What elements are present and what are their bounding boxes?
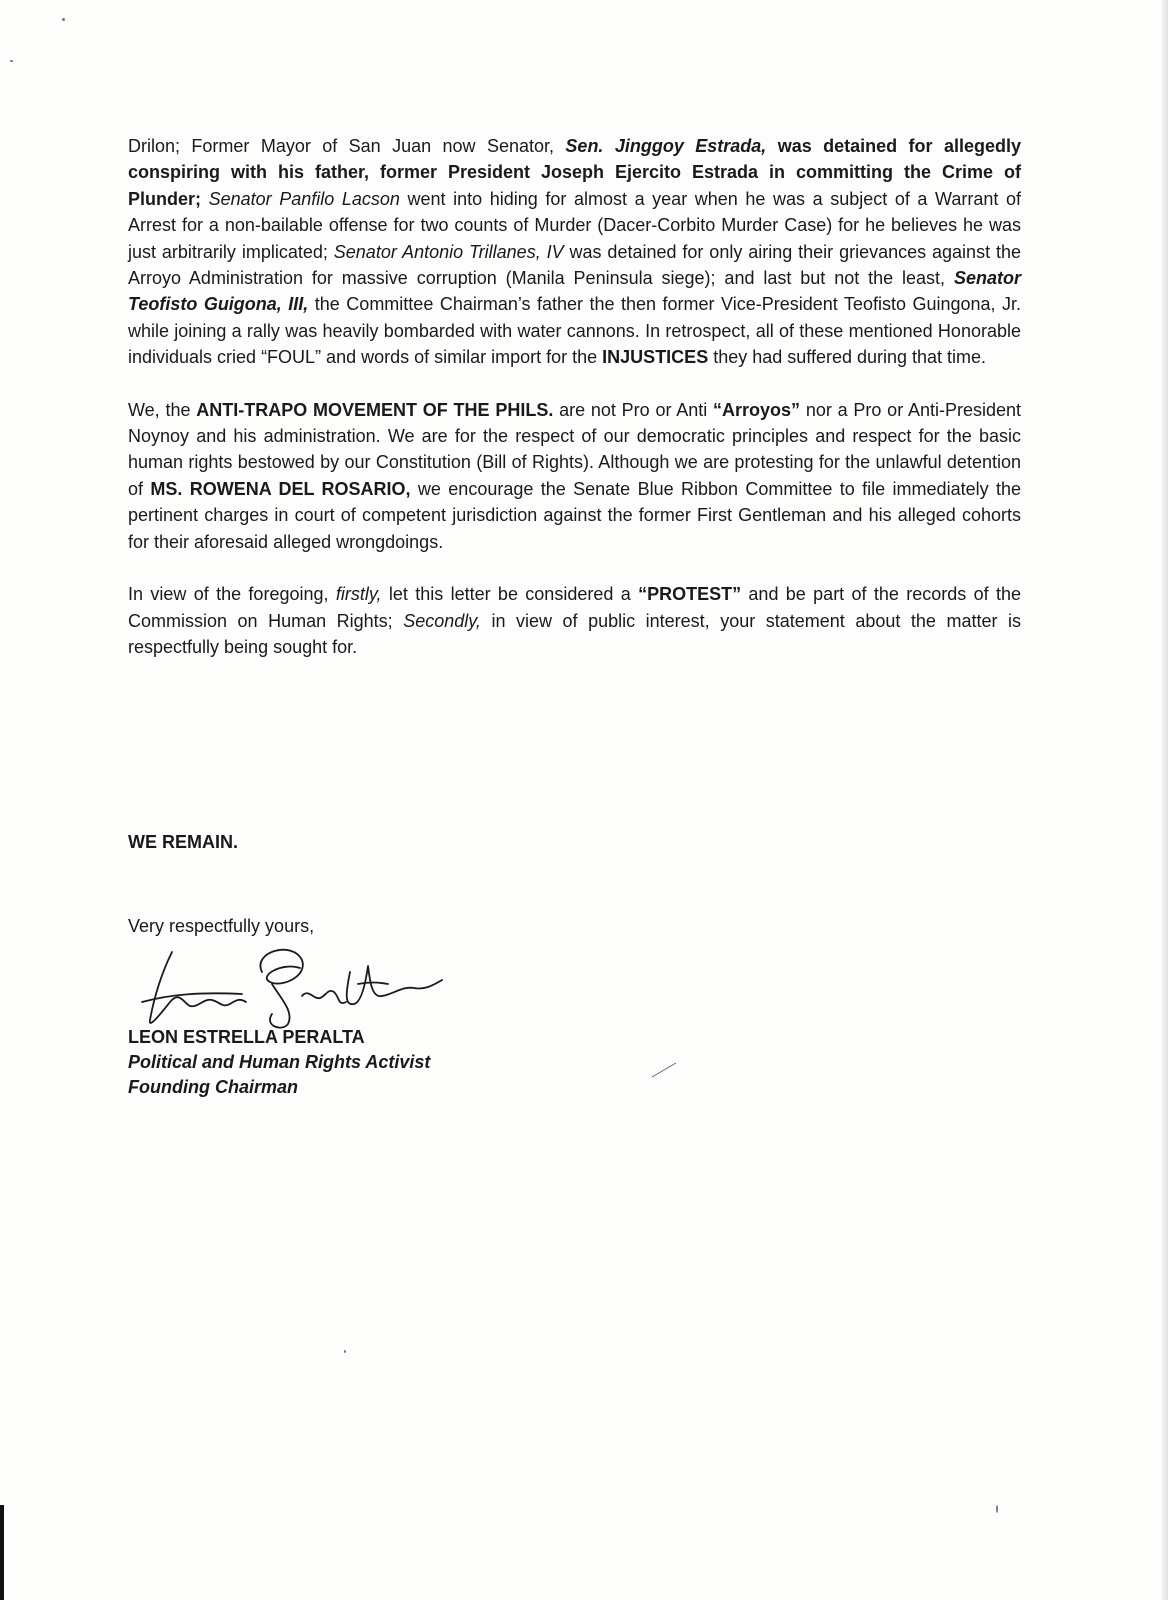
text-run: Secondly, <box>403 610 481 631</box>
text-run: and be part of the records of the Commission on Human Rights; <box>128 584 1021 631</box>
signer-title: Political and Human Rights Activist <box>128 1052 431 1072</box>
text-run: ANTI-TRAPO MOVEMENT OF THE PHILS. <box>196 399 554 420</box>
signer-name: LEON ESTRELLA PERALTA <box>128 1027 365 1047</box>
text-run: “Arroyos” <box>713 399 801 420</box>
text-run: nor a Pro or Anti-President Noynoy and his administration. We are for the respect of our democratic principles and respect for the basic human rights bestowed by our Constitution (Bill of Rights). Although we are protesting for the unlawful detention of <box>128 399 1022 499</box>
paragraph-movement-position <box>128 397 1021 555</box>
text-run: We, the <box>128 399 197 420</box>
scan-edge-mark <box>0 1505 4 1600</box>
text-run: the Committee Chairman’s father the then former Vice-President Teofisto Guingona, Jr. while joining a rally was heavily bombarded with water cannons. In retrospect, all of these mentioned Honorable individuals cried “FOUL” and words of similar import for the <box>128 294 1022 368</box>
scan-speck <box>10 60 13 62</box>
text-run: they had suffered during that time. <box>708 347 987 368</box>
text-run: MS. ROWENA DEL ROSARIO, <box>150 478 411 499</box>
text-run: Senator Panfilo Lacson <box>208 188 400 209</box>
closing-line: WE REMAIN. <box>128 832 238 852</box>
text-run: Senator Teofisto Guigona, III, <box>128 268 1021 315</box>
handwritten-signature <box>132 942 452 1032</box>
text-run: In view of the foregoing, <box>128 584 336 605</box>
valediction: Very respectfully yours, <box>128 916 315 936</box>
stray-pen-mark <box>650 1060 680 1080</box>
signer-position: Founding Chairman <box>128 1077 298 1097</box>
signer-block <box>128 1025 430 1100</box>
paragraph-protest <box>128 581 1021 660</box>
scan-edge <box>1162 0 1168 1600</box>
text-run: was detained for allegedly conspiring with his father, former President Joseph Ejercito Estrada in committing the Crime of Plunder; <box>128 136 1021 209</box>
text-run: firstly, <box>335 584 382 605</box>
text-run: “PROTEST” <box>638 584 742 605</box>
text-run: in view of public interest, your statement about the matter is respectfully being sought for. <box>128 610 1022 657</box>
text-run <box>201 189 209 209</box>
text-run: Senator Antonio Trillanes, IV <box>333 241 564 262</box>
text-run: Drilon; Former Mayor of San Juan now Senator, <box>128 136 566 156</box>
text-run: let this letter be considered a <box>381 584 639 605</box>
text-run: INJUSTICES <box>602 347 709 368</box>
scan-speck <box>996 1505 998 1513</box>
text-run: we encourage the Senate Blue Ribbon Committee to file immediately the pertinent charges in court of competent jurisdiction against the former First Gentleman and his alleged cohorts for their aforesaid alleged wrongdoings. <box>128 478 1021 552</box>
scan-speck <box>62 18 65 21</box>
text-run: are not Pro or Anti <box>553 399 714 420</box>
text-run: went into hiding for almost a year when he was a subject of a Warrant of Arrest for a non-bailable offense for two counts of Murder (Dacer-Corbito Murder Case) for he believes he was just arbitrarily implicated; <box>128 188 1021 262</box>
scan-speck <box>344 1350 346 1353</box>
text-run: was detained for only airing their grievances against the Arroyo Administration for massive corruption (Manila Peninsula siege); and last but not the least, <box>128 241 1021 289</box>
paragraph-senators <box>128 133 1021 371</box>
letter-body <box>128 133 1021 660</box>
text-run: Sen. Jinggoy Estrada, <box>565 136 767 156</box>
